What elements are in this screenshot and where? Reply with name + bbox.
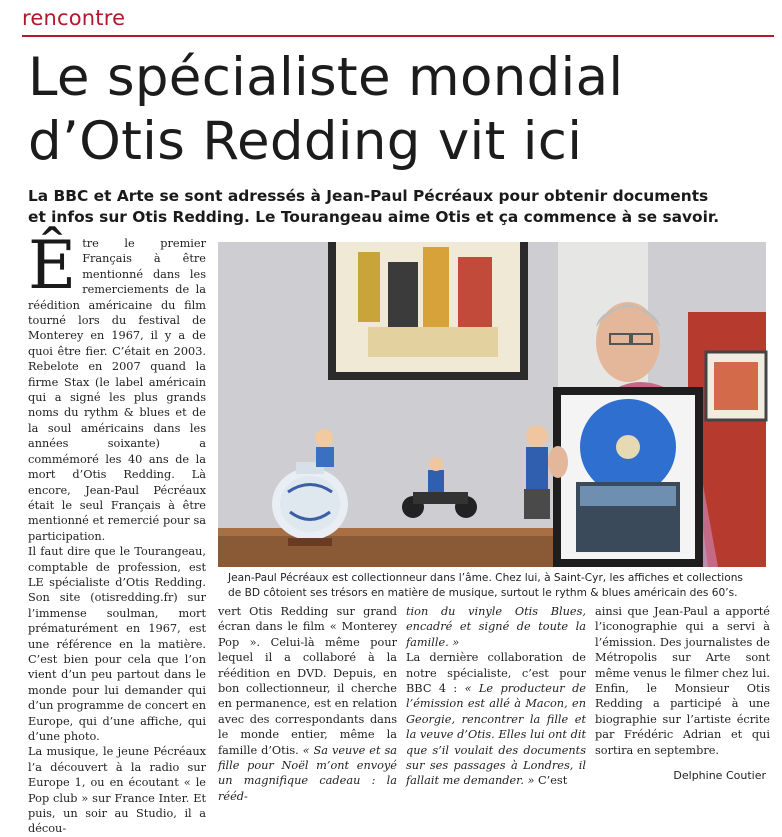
caption-line-2: de BD côtoient ses trésors en matière de musique, surtout le rythm & blues américain des 60’s.	[228, 586, 738, 599]
drop-cap: Ê	[28, 227, 77, 304]
paragraph-text: C’est	[534, 774, 568, 788]
body-column-3	[406, 604, 586, 789]
quotation: tion du vinyle Otis Blues, encadré et signé de toute la famille. »	[406, 605, 586, 649]
section-rubric: rencontre	[22, 6, 126, 30]
paragraph-text: vert Otis Redding sur grand écran dans le film « Monterey Pop ». Celui-là même pour lequel il a collaboré à la réédition en DVD. Depuis, en bon collectionneur, il cherche en permanence, est en relation avec des correspondants dans le monde entier, même la famille d’Otis.	[218, 605, 397, 757]
paragraph-text: La dernière collaboration de notre spécialiste, c’est pour BBC 4 :	[406, 651, 586, 696]
headline-line-1: Le spécialiste mondial	[28, 47, 624, 108]
headline-line-2: d’Otis Redding vit ici	[28, 111, 583, 172]
body-column-1	[28, 227, 206, 837]
paragraph: La musique, le jeune Pécréaux l’a découvert à la radio sur Europe 1, ou en écoutant « le Pop club » sur France Inter. Et puis, un soir au Studio, il a décou-	[28, 745, 206, 836]
quotation: « Le producteur de l’émission est allé à Macon, en Georgie, rencontrer la fille et la veuve d’Otis. Elles lui ont dit que s’il voulait des documents sur ses passages à Londres, il fallait me demander. »	[406, 682, 586, 788]
photo-caption	[228, 571, 768, 600]
paragraph: ainsi que Jean-Paul a apporté l’iconographie qui a servi à l’émission. Des journalistes de Métropolis sur Arte sont même venus le filmer chez lui. Enfin, le Monsieur Otis Redding a participé à une biographie sur l’artiste écrite par Frédéric Adrian et qui sortira en septembre.	[595, 605, 770, 757]
paragraph: Il faut dire que le Tourangeau, comptable de profession, est LE spécialiste d’Otis Redding. Son site (otisredding.fr) sur l’immense soulman, mort prématurément en 1967, est une référence en la matière. C’est bien pour cela que l’on vient d’un peu partout dans le monde pour lui demander qui d’un programme de concert en Europe, qui d’une affiche, qui d’une photo.	[28, 545, 206, 743]
standfirst-line-2: et infos sur Otis Redding. Le Tourangeau aime Otis et ça commence à se savoir.	[28, 208, 720, 226]
article-photo	[218, 242, 766, 567]
paragraph	[406, 604, 586, 650]
paragraph	[406, 650, 586, 789]
headline	[28, 46, 768, 174]
byline: Delphine Coutier	[673, 769, 766, 782]
rubric-rule	[22, 35, 774, 37]
quotation: « Sa veuve et sa fille pour Noël m’ont envoyé un magnifique cadeau : la rééd-	[218, 743, 397, 803]
photo-illustration	[218, 242, 766, 567]
paragraph	[218, 604, 397, 804]
body-column-2	[218, 604, 397, 804]
standfirst-line-1: La BBC et Arte se sont adressés à Jean-Paul Pécréaux pour obtenir documents	[28, 187, 709, 205]
standfirst	[28, 186, 776, 228]
caption-line-1: Jean-Paul Pécréaux est collectionneur dans l’âme. Chez lui, à Saint-Cyr, les affiches et collections	[228, 572, 743, 584]
paragraph: tre le premier Français à être mentionné dans les remerciements de la réédition américaine du film tourné lors du festival de Monterey en 1967, il y a de quoi être fier. C’était en 2003. Rebelote en 2007 quand la firme Stax (le label américain qui a signé les plus grands noms du rythm & blues et de la soul américains dans les années soixante) a commémoré les 40 ans de la mort d’Otis Redding. Là encore, Jean-Paul Pécréaux était le seul Français à être mentionné et remercié pour sa participation.	[28, 237, 206, 543]
body-column-4	[595, 604, 770, 758]
